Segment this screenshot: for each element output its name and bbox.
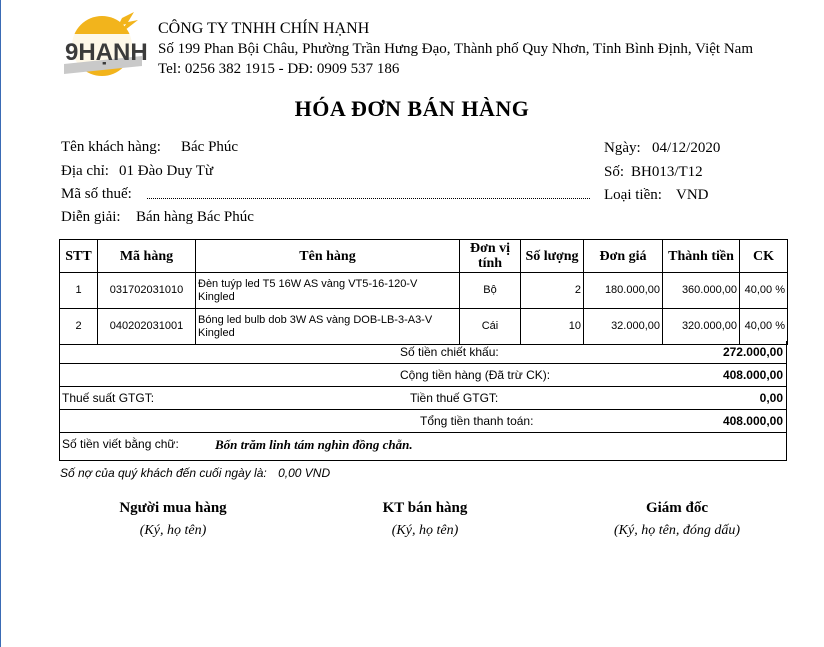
customer-address-label: Địa chỉ: — [61, 163, 109, 179]
header-name: Tên hàng — [196, 240, 460, 273]
customer-address: 01 Đào Duy Từ — [119, 163, 214, 179]
row-stt: 1 — [60, 273, 98, 309]
signature-role: KT bán hàng — [382, 500, 468, 516]
currency-label: Loại tiền: — [604, 187, 662, 203]
description: Bán hàng Bác Phúc — [136, 209, 254, 225]
signature-note: (Ký, họ tên) — [139, 523, 207, 538]
vat-label: Tiền thuế GTGT: — [410, 391, 499, 405]
signature-note: (Ký, họ tên, đóng dấu) — [614, 523, 740, 538]
summary-subtotal-row — [59, 364, 787, 387]
header-price: Đơn giá — [584, 240, 663, 273]
signature-role: Giám đốc — [645, 500, 709, 516]
tax-code-dotted-line — [147, 198, 590, 199]
debt-line — [60, 466, 330, 480]
subtotal-value: 408.000,00 — [722, 368, 783, 382]
summary-discount-row — [59, 341, 787, 364]
row-ck: 40,00 % — [740, 273, 788, 309]
signature-buyer — [63, 500, 283, 539]
summary-vat-row — [59, 387, 787, 410]
row-ck: 40,00 % — [740, 309, 788, 345]
row-qty: 2 — [521, 273, 584, 309]
date-label: Ngày: — [604, 140, 641, 156]
row-price: 32.000,00 — [584, 309, 663, 345]
discount-label: Số tiền chiết khấu: — [400, 345, 499, 359]
number-label: Số: — [604, 164, 625, 180]
logo-text: 9HẠNH — [65, 39, 148, 66]
items-table — [59, 239, 788, 345]
total-value: 408.000,00 — [722, 414, 783, 428]
header-ck: CK — [740, 240, 788, 273]
subtotal-label: Cộng tiền hàng (Đã trừ CK): — [400, 368, 551, 382]
total-label: Tổng tiền thanh toán: — [420, 414, 534, 428]
row-price: 180.000,00 — [584, 273, 663, 309]
row-unit: Cái — [460, 309, 521, 345]
header-qty: Số lượng — [521, 240, 584, 273]
company-logo — [62, 12, 148, 86]
row-name: Bóng led bulb dob 3W AS vàng DOB-LB-3-A3-V Kingled — [196, 309, 460, 345]
summary-total-row — [59, 410, 787, 433]
tax-code-label: Mã số thuế: — [61, 186, 132, 202]
header-code: Mã hàng — [98, 240, 196, 273]
currency: VND — [676, 187, 709, 203]
header-unit: Đơn vị tính — [460, 240, 521, 273]
row-qty: 10 — [521, 309, 584, 345]
signature-role: Người mua hàng — [119, 500, 227, 516]
row-amount: 320.000,00 — [663, 309, 740, 345]
words-value: Bốn trăm linh tám nghìn đồng chẵn. — [215, 437, 413, 452]
row-amount: 360.000,00 — [663, 273, 740, 309]
discount-value: 272.000,00 — [722, 345, 783, 359]
header-amount: Thành tiền — [663, 240, 740, 273]
debt-label: Số nợ của quý khách đến cuối ngày là: — [60, 466, 267, 480]
debt-value: 0,00 VND — [278, 466, 331, 480]
signature-director — [567, 500, 787, 539]
row-code: 040202031001 — [98, 309, 196, 345]
company-name: CÔNG TY TNHH CHÍN HẠNH — [158, 20, 370, 37]
header-stt: STT — [60, 240, 98, 273]
summary-words-row — [59, 433, 787, 461]
row-name: Đèn tuýp led T5 16W AS vàng VT5-16-120-V Kingled — [196, 273, 460, 309]
row-stt: 2 — [60, 309, 98, 345]
row-code: 031702031010 — [98, 273, 196, 309]
customer-name-label: Tên khách hàng: — [61, 139, 161, 155]
description-label: Diễn giải: — [61, 209, 121, 225]
row-unit: Bộ — [460, 273, 521, 309]
signature-accountant — [315, 500, 535, 539]
vat-rate-label: Thuế suất GTGT: — [62, 391, 155, 405]
invoice-date: 04/12/2020 — [652, 140, 721, 156]
table-row — [60, 309, 788, 345]
table-row — [60, 273, 788, 309]
company-phone: Tel: 0256 382 1915 - DĐ: 0909 537 186 — [158, 61, 400, 77]
vat-value: 0,00 — [759, 391, 783, 405]
customer-name: Bác Phúc — [181, 139, 239, 155]
words-label: Số tiền viết bằng chữ: — [62, 437, 179, 451]
signature-note: (Ký, họ tên) — [391, 523, 459, 538]
company-address: Số 199 Phan Bội Châu, Phường Trần Hưng Đạo, Thành phố Quy Nhơn, Tỉnh Bình Định, Việt Nam — [158, 41, 753, 57]
invoice-number: BH013/T12 — [631, 164, 703, 180]
invoice-title: HÓA ĐƠN BÁN HÀNG — [294, 96, 530, 121]
table-header-row — [60, 240, 788, 273]
